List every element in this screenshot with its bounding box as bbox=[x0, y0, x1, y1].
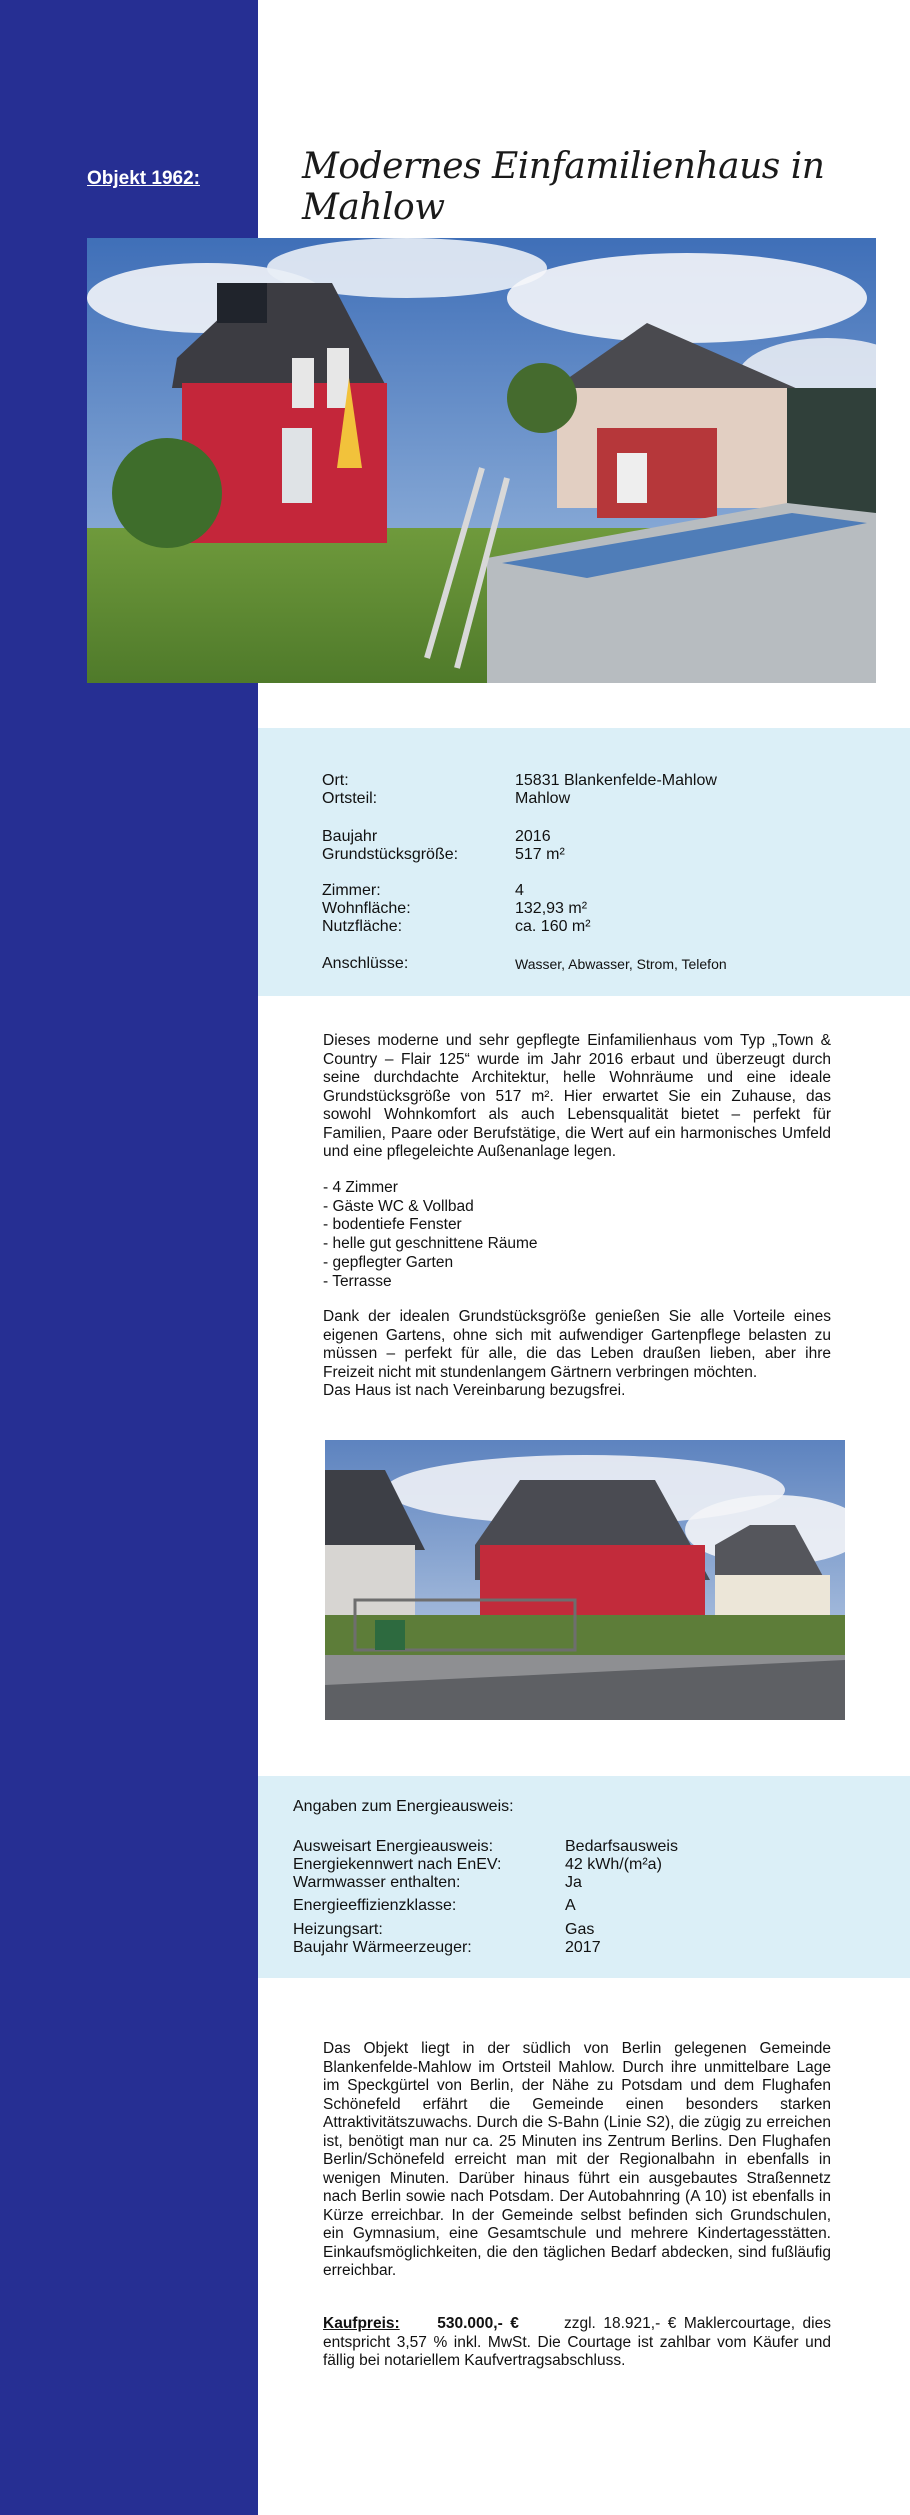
energy-certificate-panel bbox=[258, 1776, 910, 1978]
availability-text: Das Haus ist nach Vereinbarung bezugsfrei. bbox=[323, 1382, 626, 1399]
energy-label: Energiekennwert nach EnEV: bbox=[293, 1856, 502, 1873]
energy-label: Heizungsart: bbox=[293, 1921, 383, 1938]
fact-label: Ort: bbox=[322, 772, 349, 789]
fact-label: Zimmer: bbox=[322, 882, 381, 899]
energy-label: Ausweisart Energieausweis: bbox=[293, 1838, 494, 1855]
list-item: - Terrasse bbox=[323, 1272, 392, 1290]
fact-value: Wasser, Abwasser, Strom, Telefon bbox=[515, 956, 727, 972]
page-title: Modernes Einfamilienhaus in Mahlow bbox=[302, 146, 825, 228]
price-label: Kaufpreis: bbox=[323, 2315, 400, 2332]
fact-label: Wohnfläche: bbox=[322, 900, 411, 917]
price-details: zzgl. 18.921,- € Maklercourtage, dies entspricht 3,57 % inkl. MwSt. Die Courtage ist zahlbar vom Käufer und fällig bei notariellem Kaufvertragsabschluss. bbox=[323, 2315, 831, 2369]
fact-value: ca. 160 m² bbox=[515, 918, 591, 935]
fact-label: Ortsteil: bbox=[322, 790, 378, 807]
fact-value: 15831 Blankenfelde-Mahlow bbox=[515, 772, 717, 789]
garden-paragraph: Dank der idealen Grundstücksgröße genießen Sie alle Vorteile eines eigenen Gartens, ohne sich mit aufwendiger Gartenpflege belasten zu müssen – perfekt für alle, die das Leben draußen lieben, aber ihre Freizeit nicht mit stundenlangem Gärtnern verbringen möchten. bbox=[323, 1308, 831, 1381]
property-facts-panel bbox=[258, 728, 910, 996]
list-item: - 4 Zimmer bbox=[323, 1179, 398, 1196]
fact-label: Nutzfläche: bbox=[322, 918, 403, 935]
fact-value: Mahlow bbox=[515, 790, 571, 807]
energy-value: Ja bbox=[565, 1874, 582, 1891]
list-item: - bodentiefe Fenster bbox=[323, 1216, 462, 1234]
house-garden-photo bbox=[87, 238, 876, 683]
garden-text bbox=[323, 1308, 831, 1401]
energy-value: 42 kWh/(m²a) bbox=[565, 1856, 662, 1873]
energy-value: A bbox=[565, 1897, 576, 1914]
list-item: - helle gut geschnittene Räume bbox=[323, 1235, 538, 1253]
price-amount: 530.000,- € bbox=[437, 2315, 519, 2332]
price-section bbox=[323, 2315, 831, 2371]
fact-label: Baujahr bbox=[322, 828, 378, 845]
list-item: - gepflegter Garten bbox=[323, 1253, 454, 1271]
fact-value: 517 m² bbox=[515, 846, 565, 863]
fact-value: 2016 bbox=[515, 828, 551, 845]
energy-label: Baujahr Wärmeerzeuger: bbox=[293, 1939, 472, 1956]
energy-heading: Angaben zum Energieausweis: bbox=[293, 1798, 514, 1815]
energy-label: Energieeffizienzklasse: bbox=[293, 1897, 457, 1914]
fact-value: 132,93 m² bbox=[515, 900, 588, 917]
object-number-label: Objekt 1962: bbox=[87, 168, 200, 189]
energy-value: Bedarfsausweis bbox=[565, 1838, 678, 1855]
energy-value: Gas bbox=[565, 1921, 595, 1938]
feature-list bbox=[323, 1179, 538, 1291]
fact-label: Anschlüsse: bbox=[322, 955, 409, 972]
energy-label: Warmwasser enthalten: bbox=[293, 1874, 461, 1891]
fact-value: 4 bbox=[515, 882, 524, 899]
list-item: - Gäste WC & Vollbad bbox=[323, 1197, 474, 1215]
property-description: Dieses moderne und sehr gepflegte Einfamilienhaus vom Typ „Town & Country – Flair 125“ wurde im Jahr 2016 erbaut und überzeugt durch seine durchdachte Architektur, helle Wohnräume und eine ideale Grundstücksgröße von 517 m². Hier erwartet Sie ein Zuhause, das sowohl Wohnkomfort als auch Lebensqualität bietet – perfekt für Familien, Paare oder Berufstätige, die Wert auf ein harmonisches Umfeld und eine pflegeleichte Außenanlage legen. bbox=[323, 1032, 831, 1160]
location-description: Das Objekt liegt in der südlich von Berlin gelegenen Gemeinde Blankenfelde-Mahlow im Ortsteil Mahlow. Durch ihre unmittelbare Lage im Speckgürtel von Berlin, der Nähe zu Potsdam und dem Flughafen Schönefeld erfährt die Gemeinde einen besonders starken Attraktivitätszuwachs. Durch die S-Bahn (Linie S2), die zügig zu erreichen ist, benötigt man nur ca. 25 Minuten ins Zentrum Berlins. Den Flughafen Berlin/Schönefeld erreicht man mit der Regionalbahn in ebenfalls in wenigen Minuten. Darüber hinaus führt ein ausgebautes Straßennetz nach Berlin sowie nach Potsdam. Der Autobahnring (A 10) ist ebenfalls in Kürze erreichbar. In der Gemeinde selbst befinden sich Grundschulen, ein Gymnasium, eine Gesamtschule und mehrere Kindertagesstätten. Einkaufsmöglichkeiten, die den täglichen Bedarf abdecken, sind fußläufig erreichbar. bbox=[323, 2040, 831, 2279]
energy-value: 2017 bbox=[565, 1939, 601, 1956]
street-view-photo bbox=[325, 1440, 845, 1720]
fact-label: Grundstücksgröße: bbox=[322, 846, 459, 863]
